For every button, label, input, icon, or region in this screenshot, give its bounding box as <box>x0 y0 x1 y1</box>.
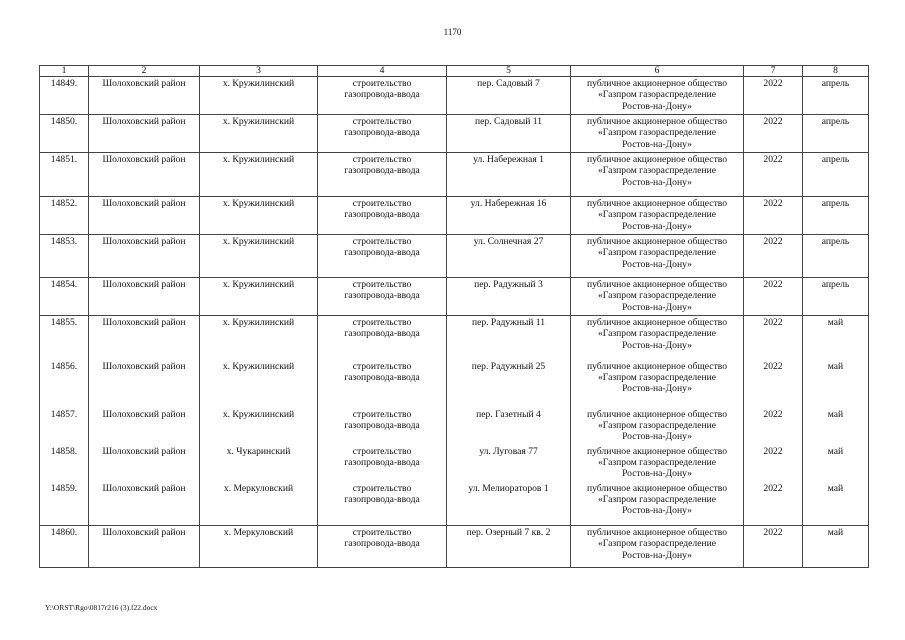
organization-line: Ростов-на-Дону» <box>622 383 692 395</box>
work-type-line: газопровода-ввода <box>344 371 420 383</box>
district-cell: Шолоховский район <box>89 115 200 153</box>
settlement-cell: х. Кружилинский <box>200 115 318 153</box>
month-cell: апрель <box>803 235 869 278</box>
organization-cell <box>571 408 744 445</box>
column-header: 3 <box>200 66 318 77</box>
work-type-cell <box>318 235 447 278</box>
work-type-line: строительство <box>352 116 412 127</box>
page-number: 1170 <box>443 27 462 37</box>
organization-line: «Газпром газораспределение <box>598 538 716 550</box>
row-number-cell: 14855. <box>40 316 89 360</box>
year-cell: 2022 <box>744 526 803 568</box>
settlement-cell: х. Кружилинский <box>200 360 318 408</box>
organization-line: Ростов-на-Дону» <box>622 258 692 270</box>
organization-cell <box>571 235 744 278</box>
work-type-line: строительство <box>352 78 412 89</box>
organization-line: Ростов-на-Дону» <box>622 505 692 517</box>
work-type-line: строительство <box>352 408 412 420</box>
organization-line: публичное акционерное общество <box>586 154 728 165</box>
work-type-cell <box>318 278 447 316</box>
organization-line: «Газпром газораспределение <box>598 89 716 101</box>
organization-line: Ростов-на-Дону» <box>622 339 692 351</box>
year-cell: 2022 <box>744 316 803 360</box>
organization-line: публичное акционерное общество <box>586 236 728 247</box>
table-body <box>40 77 869 568</box>
organization-line: «Газпром газораспределение <box>598 247 716 259</box>
district-cell: Шолоховский район <box>89 197 200 235</box>
organization-line: публичное акционерное общество <box>586 317 728 328</box>
work-type-line: строительство <box>352 527 412 538</box>
month-cell: май <box>803 482 869 526</box>
column-header: 2 <box>89 66 200 77</box>
organization-line: «Газпром газораспределение <box>598 328 716 340</box>
district-cell: Шолоховский район <box>89 316 200 360</box>
district-cell: Шолоховский район <box>89 445 200 482</box>
table-row <box>40 408 869 445</box>
settlement-cell: х. Кружилинский <box>200 197 318 235</box>
table-row <box>40 77 869 115</box>
work-type-cell <box>318 153 447 197</box>
organization-line: публичное акционерное общество <box>586 116 728 127</box>
table-row <box>40 278 869 316</box>
organization-line: публичное акционерное общество <box>586 445 728 457</box>
organization-cell <box>571 115 744 153</box>
work-type-line: строительство <box>352 317 412 328</box>
address-cell: ул. Набережная 16 <box>447 197 571 235</box>
address-cell: пер. Садовый 7 <box>447 77 571 115</box>
work-type-line: строительство <box>352 279 412 290</box>
work-type-line: газопровода-ввода <box>344 493 420 505</box>
organization-line: «Газпром газораспределение <box>598 165 716 177</box>
organization-line: Ростов-на-Дону» <box>622 431 692 443</box>
district-cell: Шолоховский район <box>89 278 200 316</box>
work-type-line: газопровода-ввода <box>344 209 420 221</box>
work-type-line: газопровода-ввода <box>344 127 420 139</box>
settlement-cell: х. Кружилинский <box>200 153 318 197</box>
organization-line: «Газпром газораспределение <box>598 493 716 505</box>
year-cell: 2022 <box>744 278 803 316</box>
row-number-cell: 14856. <box>40 360 89 408</box>
work-type-line: строительство <box>352 482 412 494</box>
work-type-cell <box>318 445 447 482</box>
work-type-line: строительство <box>352 236 412 247</box>
month-cell: май <box>803 316 869 360</box>
row-number-cell: 14853. <box>40 235 89 278</box>
month-cell: апрель <box>803 153 869 197</box>
month-cell: апрель <box>803 115 869 153</box>
organization-line: публичное акционерное общество <box>586 408 728 420</box>
month-cell: май <box>803 445 869 482</box>
column-header: 5 <box>447 66 571 77</box>
row-number-cell: 14849. <box>40 77 89 115</box>
district-cell: Шолоховский район <box>89 235 200 278</box>
organization-line: публичное акционерное общество <box>586 198 728 209</box>
district-cell: Шолоховский район <box>89 526 200 568</box>
year-cell: 2022 <box>744 197 803 235</box>
column-header: 4 <box>318 66 447 77</box>
district-cell: Шолоховский район <box>89 153 200 197</box>
table-row <box>40 482 869 526</box>
address-cell: пер. Садовый 11 <box>447 115 571 153</box>
organization-line: публичное акционерное общество <box>586 527 728 538</box>
organization-cell <box>571 77 744 115</box>
year-cell: 2022 <box>744 482 803 526</box>
table-row <box>40 445 869 482</box>
row-number-cell: 14859. <box>40 482 89 526</box>
column-number-row <box>40 66 869 77</box>
work-type-cell <box>318 77 447 115</box>
work-type-line: строительство <box>352 445 412 457</box>
footer-file-path: Y:\ORST\Rgo\0817r216 (3).f22.docx <box>45 603 158 612</box>
organization-line: «Газпром газораспределение <box>598 290 716 302</box>
table-row <box>40 115 869 153</box>
work-type-line: газопровода-ввода <box>344 165 420 177</box>
organization-cell <box>571 526 744 568</box>
settlement-cell: х. Меркуловский <box>200 526 318 568</box>
settlement-cell: х. Кружилинский <box>200 278 318 316</box>
month-cell: апрель <box>803 278 869 316</box>
row-number-cell: 14851. <box>40 153 89 197</box>
work-type-line: строительство <box>352 360 412 372</box>
year-cell: 2022 <box>744 445 803 482</box>
year-cell: 2022 <box>744 77 803 115</box>
address-cell: пер. Радужный 25 <box>447 360 571 408</box>
organization-line: Ростов-на-Дону» <box>622 301 692 313</box>
address-cell: пер. Газетный 4 <box>447 408 571 445</box>
address-cell: пер. Радужный 11 <box>447 316 571 360</box>
settlement-cell: х. Кружилинский <box>200 408 318 445</box>
column-header: 1 <box>40 66 89 77</box>
table-row <box>40 153 869 197</box>
month-cell: апрель <box>803 197 869 235</box>
address-cell: ул. Луговая 77 <box>447 445 571 482</box>
district-cell: Шолоховский район <box>89 360 200 408</box>
work-type-cell <box>318 197 447 235</box>
work-type-line: газопровода-ввода <box>344 456 420 468</box>
address-cell: ул. Мелиораторов 1 <box>447 482 571 526</box>
organization-cell <box>571 445 744 482</box>
month-cell: май <box>803 408 869 445</box>
organization-line: Ростов-на-Дону» <box>622 549 692 561</box>
work-type-cell <box>318 360 447 408</box>
organization-line: Ростов-на-Дону» <box>622 176 692 188</box>
address-cell: пер. Радужный 3 <box>447 278 571 316</box>
work-type-line: строительство <box>352 198 412 209</box>
column-header: 7 <box>744 66 803 77</box>
row-number-cell: 14854. <box>40 278 89 316</box>
organization-line: «Газпром газораспределение <box>598 419 716 431</box>
month-cell: май <box>803 526 869 568</box>
organization-line: публичное акционерное общество <box>586 78 728 89</box>
organization-cell <box>571 278 744 316</box>
organization-line: публичное акционерное общество <box>586 482 728 494</box>
document-table <box>39 65 869 568</box>
organization-line: Ростов-на-Дону» <box>622 468 692 480</box>
row-number-cell: 14850. <box>40 115 89 153</box>
organization-cell <box>571 197 744 235</box>
organization-line: публичное акционерное общество <box>586 360 728 372</box>
address-cell: ул. Набережная 1 <box>447 153 571 197</box>
work-type-line: строительство <box>352 154 412 165</box>
work-type-line: газопровода-ввода <box>344 328 420 340</box>
table-row <box>40 526 869 568</box>
month-cell: май <box>803 360 869 408</box>
work-type-cell <box>318 526 447 568</box>
organization-line: Ростов-на-Дону» <box>622 138 692 150</box>
month-cell: апрель <box>803 77 869 115</box>
work-type-line: газопровода-ввода <box>344 538 420 550</box>
row-number-cell: 14858. <box>40 445 89 482</box>
organization-line: «Газпром газораспределение <box>598 127 716 139</box>
settlement-cell: х. Меркуловский <box>200 482 318 526</box>
organization-line: Ростов-на-Дону» <box>622 100 692 112</box>
organization-line: «Газпром газораспределение <box>598 456 716 468</box>
organization-line: публичное акционерное общество <box>586 279 728 290</box>
work-type-cell <box>318 115 447 153</box>
work-type-line: газопровода-ввода <box>344 89 420 101</box>
year-cell: 2022 <box>744 235 803 278</box>
column-header: 6 <box>571 66 744 77</box>
row-number-cell: 14857. <box>40 408 89 445</box>
organization-cell <box>571 153 744 197</box>
table-row <box>40 316 869 360</box>
work-type-cell <box>318 316 447 360</box>
settlement-cell: х. Кружилинский <box>200 316 318 360</box>
work-type-line: газопровода-ввода <box>344 419 420 431</box>
work-type-cell <box>318 482 447 526</box>
column-header: 8 <box>803 66 869 77</box>
settlement-cell: х. Кружилинский <box>200 77 318 115</box>
table-row <box>40 235 869 278</box>
work-type-line: газопровода-ввода <box>344 247 420 259</box>
organization-cell <box>571 360 744 408</box>
settlement-cell: х. Чукаринский <box>200 445 318 482</box>
row-number-cell: 14860. <box>40 526 89 568</box>
address-cell: ул. Солнечная 27 <box>447 235 571 278</box>
district-cell: Шолоховский район <box>89 77 200 115</box>
district-cell: Шолоховский район <box>89 482 200 526</box>
address-cell: пер. Озерный 7 кв. 2 <box>447 526 571 568</box>
settlement-cell: х. Кружилинский <box>200 235 318 278</box>
organization-line: «Газпром газораспределение <box>598 371 716 383</box>
work-type-cell <box>318 408 447 445</box>
year-cell: 2022 <box>744 115 803 153</box>
organization-cell <box>571 316 744 360</box>
organization-line: «Газпром газораспределение <box>598 209 716 221</box>
row-number-cell: 14852. <box>40 197 89 235</box>
table-row <box>40 360 869 408</box>
district-cell: Шолоховский район <box>89 408 200 445</box>
year-cell: 2022 <box>744 408 803 445</box>
work-type-line: газопровода-ввода <box>344 290 420 302</box>
year-cell: 2022 <box>744 153 803 197</box>
organization-cell <box>571 482 744 526</box>
year-cell: 2022 <box>744 360 803 408</box>
table-row <box>40 197 869 235</box>
organization-line: Ростов-на-Дону» <box>622 220 692 232</box>
